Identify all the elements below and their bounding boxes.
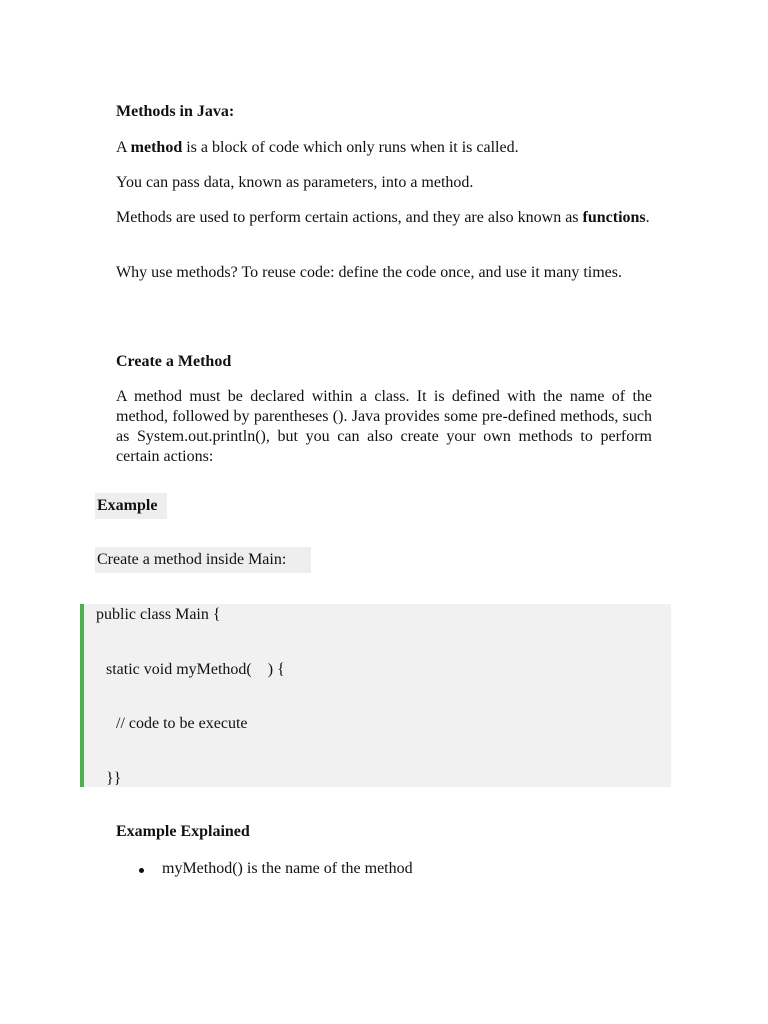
example-heading: Example bbox=[97, 497, 158, 514]
paragraph-method-definition bbox=[116, 138, 519, 158]
paragraph-parameters: You can pass data, known as parameters, into a method. bbox=[116, 174, 474, 191]
paragraph-functions bbox=[116, 208, 652, 228]
code-line-2: static void myMethod( ) { bbox=[106, 661, 285, 678]
p1-before: A bbox=[116, 139, 131, 156]
code-line-4: }} bbox=[106, 770, 122, 787]
example-subheading: Create a method inside Main: bbox=[97, 551, 287, 568]
code-block bbox=[80, 604, 671, 787]
bullet-dot bbox=[139, 868, 144, 873]
code-line-3: // code to be execute bbox=[116, 715, 248, 732]
p3-bold-functions: functions bbox=[582, 209, 646, 226]
list-item: myMethod() is the name of the method bbox=[162, 860, 413, 877]
heading-example-explained: Example Explained bbox=[116, 823, 250, 840]
p3-after: . bbox=[645, 209, 650, 226]
heading-create-a-method: Create a Method bbox=[116, 353, 232, 370]
heading-methods-in-java: Methods in Java: bbox=[116, 103, 235, 120]
paragraph-why-use-methods: Why use methods? To reuse code: define the code once, and use it many times. bbox=[116, 264, 622, 281]
p1-bold-method: method bbox=[130, 139, 183, 156]
paragraph-declare-method: A method must be declared within a class. It is defined with the name of the method, followed by parentheses (). Java provides some pre-defined methods, such as System.out.println(), but you can also create your own methods to perform certain actions: bbox=[116, 388, 652, 465]
p3-text: Methods are used to perform certain actions, and they are also known as bbox=[116, 209, 583, 226]
code-line-1: public class Main { bbox=[96, 606, 221, 623]
p1-after: is a block of code which only runs when it is called. bbox=[182, 139, 519, 156]
